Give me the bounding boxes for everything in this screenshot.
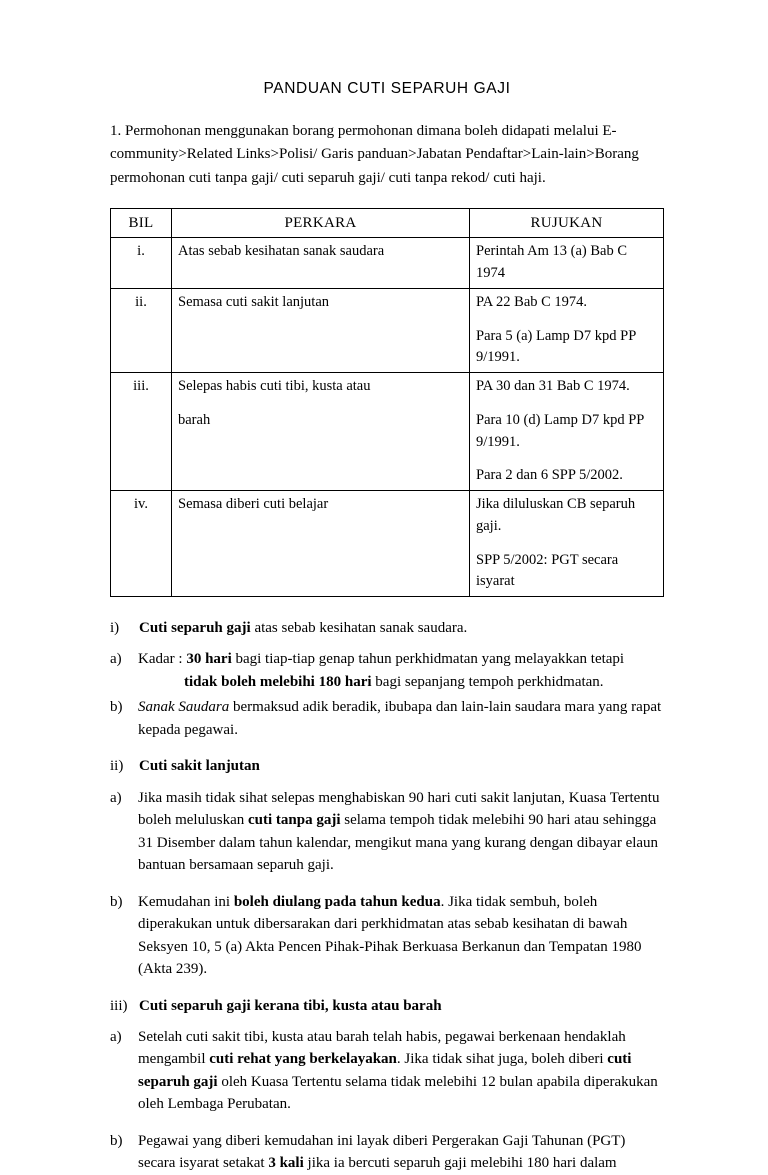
list-text [138,696,664,741]
text-bold: 3 kali [268,1155,304,1172]
text-continuation [138,671,664,694]
text-bold: boleh diulang pada tahun kedua [233,893,441,910]
cell-line: Para 2 dan 6 SPP 5/2002. [476,467,623,484]
list-text [138,1130,664,1175]
list-item [110,787,664,877]
list-item [110,891,664,981]
cell-line: Semasa diberi cuti belajar [178,496,329,512]
cell-rujukan [470,238,664,289]
section-heading-text [139,995,442,1018]
text-italic: Sanak Saudara [138,699,230,716]
cell-line: Selepas habis cuti tibi, kusta atau [178,378,371,394]
intro-paragraph: 1. Permohonan menggunakan borang permohonan dimana boleh didapati melalui E-community>Related Links>Polisi/ Garis panduan>Jabatan Pendaftar>Lain-lain>Borang permohonan cuti tanpa gaji/ cuti separuh gaji/ cuti tanpa rekod/ cuti haji. [110,123,639,186]
list-text [138,648,664,693]
section-heading-bold: Cuti sakit lanjutan [139,758,260,775]
table-row [111,238,664,289]
table-row [111,373,664,491]
cell-line: Perintah Am 13 (a) Bab C 1974 [476,243,628,281]
cell-line: Atas sebab kesihatan sanak saudara [178,243,385,260]
table-row [111,491,664,597]
column-header-perkara: PERKARA [172,208,470,238]
cell-rujukan [470,491,664,597]
section-heading-text [139,617,467,640]
cell-perkara [172,238,470,289]
section-heading [110,617,664,640]
list-marker: b) [110,699,123,716]
table-header-row [111,208,664,238]
text-fragment: jika ia bercuti separuh gaji melebihi 180 hari dalam [303,1155,617,1172]
section-marker: i) [110,620,120,636]
text-bold: 30 hari [186,651,232,668]
list-item [110,696,664,741]
list-text [138,1026,664,1116]
list-marker: a) [110,1028,122,1045]
text-fragment: Jika masih tidak sihat selepas menghabiskan 90 hari cuti sakit lanjutan, Kuasa Tertentu boleh meluluskan [138,789,660,828]
section-iii [110,995,664,1175]
list-item [110,1026,664,1116]
cell-line: PA 30 dan 31 Bab C 1974. [476,378,630,394]
text-fragment: Kadar : [138,651,187,668]
text-fragment: Kemudahan ini [138,893,234,910]
cell-line: barah [178,411,211,428]
section-i [110,617,664,741]
cell-bil: i. [111,238,172,289]
text-fragment: selama tempoh tidak melebihi 90 hari atau sehingga 31 Disember dalam tahun kalendar, mengikut mana yang kurang dengan dibayar elaun bantuan bersamaan separuh gaji. [138,812,659,873]
list-item [110,1130,664,1175]
column-header-rujukan: RUJUKAN [470,208,664,238]
text-fragment: bagi tiap-tiap genap tahun perkhidmatan yang melayakkan tetapi [231,651,625,668]
text-fragment: . Jika tidak sihat juga, boleh diberi [396,1051,608,1068]
table-row [111,288,664,372]
cell-bil: iii. [111,373,172,491]
section-marker: ii) [110,758,124,775]
section-heading-rest: atas sebab kesihatan sanak saudara. [250,620,468,636]
text-fragment: oleh Kuasa Tertentu selama tidak melebihi 12 bulan apabila diperakukan oleh Lembaga Perubatan. [138,1073,658,1113]
text-fragment: bermaksud adik beradik, ibubapa dan lain-lain saudara mara yang rapat kepada pegawai. [138,699,662,738]
cell-bil: iv. [111,491,172,597]
section-heading [110,755,664,778]
text-bold: tidak boleh melebihi 180 hari [184,673,372,690]
list-marker: b) [110,893,123,910]
list-marker: b) [110,1132,123,1149]
section-heading-bold: Cuti separuh gaji kerana tibi, kusta atau barah [139,997,442,1014]
reference-table [110,208,664,597]
cell-rujukan [470,373,664,491]
column-header-bil: BIL [111,208,172,238]
section-ii [110,755,664,980]
list-marker: a) [110,789,122,806]
page-title: PANDUAN CUTI SEPARUH GAJI [263,80,511,97]
cell-perkara [172,288,470,372]
list-item [110,648,664,693]
text-fragment: Pegawai yang diberi kemudahan ini layak diberi Pergerakan Gaji Tahunan (PGT) secara isyarat setakat [138,1132,626,1172]
cell-bil: ii. [111,288,172,372]
cell-perkara [172,373,470,491]
text-fragment: bagi sepanjang tempoh perkhidmatan. [371,673,604,690]
cell-line: Para 5 (a) Lamp D7 kpd PP 9/1991. [476,327,636,366]
text-bold: cuti rehat yang berkelayakan [209,1051,397,1068]
text-fragment: . Jika tidak sembuh, boleh diperakukan untuk dibersarakan dari perkhidmatan atas sebab kesihatan di bawah Seksyen 10, 5 (a) Akta Pencen Pihak-Pihak Berkuasa Berkanun dan Tempatan 1980 (Akta 239). [138,893,642,977]
section-heading-bold: Cuti separuh gaji [139,620,251,636]
text-bold: cuti separuh gaji [138,1051,632,1090]
cell-line: Jika diluluskan CB separuh gaji. [476,496,636,534]
text-fragment: Setelah cuti sakit tibi, kusta atau barah telah habis, pegawai berkenaan hendaklah mengambil [138,1028,626,1068]
cell-line: Semasa cuti sakit lanjutan [178,293,330,310]
list-text [138,891,664,981]
cell-perkara [172,491,470,597]
list-marker: a) [110,651,122,668]
cell-line: Para 10 (d) Lamp D7 kpd PP 9/1991. [476,411,644,450]
text-bold: cuti tanpa gaji [247,812,341,828]
section-heading [110,995,664,1018]
cell-line: PA 22 Bab C 1974. [476,293,588,310]
section-marker: iii) [110,997,128,1014]
cell-rujukan [470,288,664,372]
section-heading-text [139,755,260,778]
cell-line: SPP 5/2002: PGT secara isyarat [476,551,619,590]
list-text [138,787,664,877]
